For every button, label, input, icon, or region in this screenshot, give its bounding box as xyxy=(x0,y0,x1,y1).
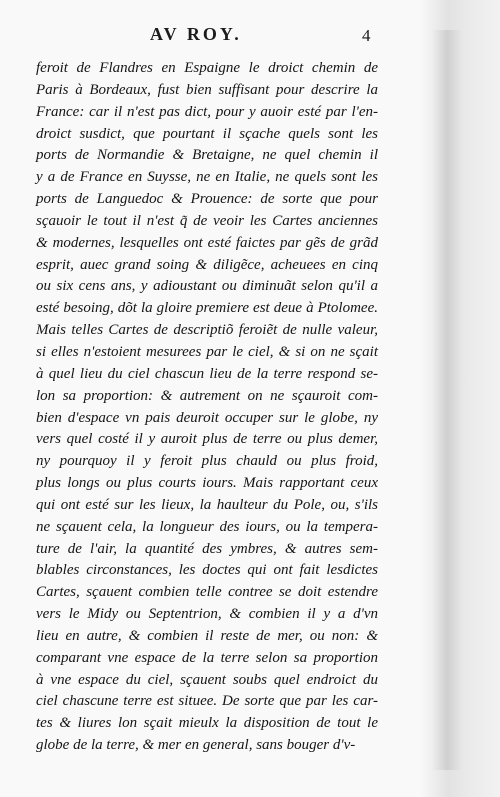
text-line: droict susdict, que pourtant il sçache quels sont les xyxy=(36,125,378,142)
text-line: tes & liures lon sçait mieulx la disposition de tout le xyxy=(36,715,378,732)
text-line: ports de Normandie & Bretaigne, ne quel chemin il xyxy=(36,147,378,164)
text-line: feroit de Flandres en Espaigne le droict chemin de xyxy=(36,60,378,76)
text-line: plus longs ou plus courts iours. Mais rapportant ceux xyxy=(36,475,378,492)
text-line: esté besoing, dõt la gloire premiere est deue à Ptolomee. xyxy=(36,300,378,317)
text-line: à quel lieu du ciel chascun lieu de la terre respond se- xyxy=(36,365,378,382)
text-line: globe de la terre, & mer en general, sans bouger d'v- xyxy=(36,737,356,754)
text-line: ou six cens ans, y adioustant ou diminuãt selon qu'il a xyxy=(36,278,378,295)
text-line: Mais telles Cartes de descriptiõ feroiẽt de nulle valeur, xyxy=(36,322,378,339)
running-head: AV ROY. xyxy=(150,24,242,44)
text-line: ciel chascune terre est situee. De sorte que par les car- xyxy=(36,693,378,710)
text-line: y a de France en Suysse, ne en Italie, ne quels sont les xyxy=(36,169,378,186)
text-line: bien d'espace vn pais deuroit occuper sur le globe, ny xyxy=(36,409,378,426)
text-line: esprit, auec grand soing & diligẽce, acheuees en cinq xyxy=(36,256,378,273)
text-line: sçauoir le tout il n'est q̃ de veoir les Cartes anciennes xyxy=(36,212,378,229)
text-line: Cartes, sçauent combien telle contree se doit estendre xyxy=(36,584,378,601)
text-line: vers quel costé il y auroit plus de terre ou plus demer, xyxy=(36,431,378,448)
text-line: lon sa proportion: & autrement on ne sçauroit com- xyxy=(36,387,378,404)
page-edge-shadow xyxy=(432,30,462,770)
text-line: à vne espace du ciel, sçauent soubs quel endroict du xyxy=(36,671,378,688)
text-line: ny pourquoy il y feroit plus chauld ou plus froid, xyxy=(36,453,378,470)
body-text xyxy=(36,58,378,757)
text-line: lieu en autre, & combien il reste de mer, ou non: & xyxy=(36,627,378,644)
text-line: Paris à Bordeaux, fust bien suffisant pour descrire la xyxy=(36,81,378,98)
text-line: si elles n'estoient mesurees par le ciel, & si on ne sçait xyxy=(36,343,378,360)
text-line: comparant vne espace de la terre selon sa proportion xyxy=(36,649,378,666)
text-line: vers le Midy ou Septentrion, & combien il y a d'vn xyxy=(36,606,378,623)
text-line: ture de l'air, la quantité des ymbres, & autres sem- xyxy=(36,540,378,557)
text-line: France: car il n'est pas dict, pour y auoir esté par l'en- xyxy=(36,103,378,120)
text-line: qui ont esté sur les lieux, la haulteur du Pole, ou, s'ils xyxy=(36,496,378,513)
text-line: & modernes, lesquelles ont esté faictes par gẽs de grãd xyxy=(36,234,378,251)
text-line: ports de Languedoc & Prouence: de sorte que pour xyxy=(36,191,378,208)
text-line: ne sçauent cela, la longueur des iours, ou la tempera- xyxy=(36,518,378,535)
text-line: blables circonstances, les doctes qui ont fait lesdictes xyxy=(36,562,378,579)
page-number: 4 xyxy=(362,26,371,45)
